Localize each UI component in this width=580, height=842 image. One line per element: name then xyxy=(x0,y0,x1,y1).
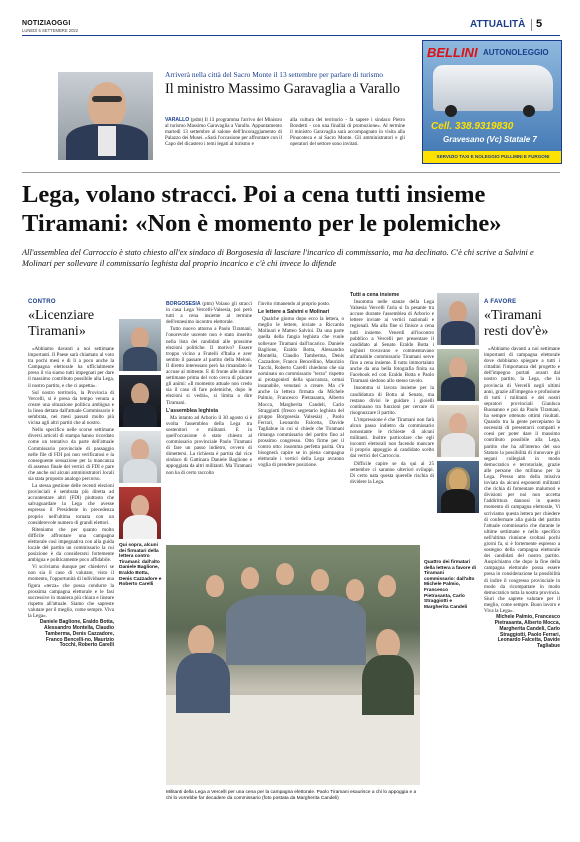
page-number: 5 xyxy=(536,18,543,30)
contro-par: Sul nostro territorio, la Provincia di Vercelli, si è presa da tempo venuta a creare una situazione politica ambigua e la linea dettata dall'attuale Commissario è sembrata, nei mesi passati molto più vicina agli altri partiti che al nostro. xyxy=(28,389,114,427)
contro-par: Nello specifico nelle scorse settimane diversi articoli di stampa hanno ricordato come un tentativo da parte dell'attuale Commissario provinciale di passaggio nelle file di FDI poi non verificatosi e la conseguente sensazione per la mancanza di assenso finale dei vertici di FDI e pare che anche sul alcuni amministratori locali sia stata proposto analogo percorso. xyxy=(28,427,114,482)
portrait-pietrasanta xyxy=(437,349,479,401)
subhead-cena: Tutti a cena insieme xyxy=(350,292,400,298)
contro-par: Vi scriviamo dunque per chiedervi se non sia il caso di valutare, visto il momento, l'opportunità di individuare una figura «terza» che possa condurre la prossima campagna elettorale e le fasi successive in maniera più chiara e lineare rispetto all'attuale. Siamo che sapreste valutare per il meglio, come sempre. Viva la Lega». xyxy=(28,564,114,620)
contro-par: «Abbiamo davanti a noi settimane importanti. Il Paese sarà chiamato al voto tra pochi mesi e di lì a poco anche la Campagna elettorale ha ufficialmente preso il via siamo tutti impegnati per dare il massimo contributo possibile alla Lega, il nostro partito, e che ci aspetta». xyxy=(28,346,114,389)
top-story-kicker: Arriverà nella città del Sacro Monte il 13 settembre per parlare di turismo xyxy=(165,70,383,79)
section-rule xyxy=(22,172,560,173)
top-story-col2: alla cultura del territorio - fa sapere i sindaco Pietro Bondetti - con una finalità di promozione». Al termine il ministro Garavaglia sarà accompagnato in visita alla Pinacoteca e al Sacro Monte. Gli amministratori e gli operatori del settore sono invitati. xyxy=(290,117,405,148)
portrait-palmio xyxy=(437,293,479,345)
portrait-carelli xyxy=(119,487,161,539)
favore-tag: A FAVORE xyxy=(484,299,517,305)
ad-phone: Cell. 338.9319830 xyxy=(431,121,514,132)
group-dinner-photo xyxy=(166,545,420,785)
contro-tag: CONTRO xyxy=(28,299,56,305)
contro-par: Riteniamo che per quanto molto difficile affrontare una campagna elettorale così impegnativa con alla guida locale del partito un commissario la cui posizione è da considerarsi fortemente ambigua e politicamente poco affidabile. xyxy=(28,526,114,564)
story-col3: Tutti a cena insieme Insomma nelle stanze della Lega Valsesia Vercelli l'aria si fa pesante tra accuse durante l'assemblea di Arborio e lettere inviate ai vertici nazionali e regionali. Ma alla fine si finisce a cena tutti insieme. Venerdì all'incontro pubblico a Vercelli per presentare il candidato al Senato Eraldo Botta i leghisti trovavano e commentavano all'amabile commissario Tiramani serve fino a cena insieme. Il tutto immortalato anche da una bella fotografia finita su Facebook ed con Eraldo Botta e Paolo Tiramani siedono allo stesso tavolo. Insomma si lavora insieme per la candidatura di Botta al Senato, ma restano divisi le guidare i gioielli continuano tra funzioni per cercare di risognuzzare il partito. L'impressione è che Tiramani non farà alcun passo indietro da commissario nonostante le richieste di alcuni militanti. Inoltre particolare che egli incontri elettorali non facendo mancare il proprio appoggio al candidato scelto dai vertici del Carroccio. Difficile capire se da qui al 25 settembre ci saranno ulteriori sviluppi. Di certo nata questa querelle rischia di dividere la Lega. xyxy=(350,292,434,485)
section-name: ATTUALITÀ xyxy=(470,19,526,30)
portrait-botta xyxy=(119,375,161,427)
contro-par: La stessa gestione delle recenti elezioni provinciali è sembrata più diretta ad accontentare altri (FDI) piuttosto che salvaguardare la Lega che avesse espresso il Presidente in precedenza proprio nell'ultima tornata con un considerevole numero di grandi elettori. xyxy=(28,483,114,526)
subhead-lettere: Le lettere a Salvini e Molinari xyxy=(258,309,330,316)
main-headline: Lega, volano stracci. Poi a cena tutti insieme Tiramani: «Non è momento per le polemiche» xyxy=(22,181,502,237)
section-divider xyxy=(531,19,532,31)
contro-signatories: Daniele Baglione, Eraldo Botta, Alessandro Montella, Claudio Tamberma, Denis Cazzadore, Franco Bencelli-no, Maurizio Tocchi, Roberto Carelli xyxy=(39,619,114,649)
contro-photo-caption: Qui sopra, alcuni dei firmatari della lettera contro Tiramani: dall'alto Daniele Baglione, Eraldo Botta, Denis Cazzadore e Roberto Carelli xyxy=(119,543,162,588)
contro-title: «Licenziare Tiramani» xyxy=(28,308,95,339)
favore-title: «Tiramani resti dov'è» xyxy=(484,308,549,339)
story-col1: BORGOSESIA (ptm) Volano gli stracci in casa Lega Vercelli-Valsesia, poi però tutti a cena insieme al termine dell'ennesimo incontro elettorale. Tutto nuovo attorno a Paolo Tiramani, l'onorevole uscente non è stato inserito nella lista dei candidati alle prossime elezioni politiche. Il motivo? Essere troppo vicino a Fratelli d'Italia e aver sentito il passare al partito della Meloni. Il diretto interessato però ha rimandato le accuse al mittente. E di fronte alle ultime settimane prima del voto cerca di placare gli animi: «Il momento attuale non credo sia il caso di fare polemiche, dopo le elezioni si vedrà», si limita a dire Tiramani. L'assemblea leghista Ma intanto ad Arborio il 30 agosto si è svolta l'assemblea della Lega tra sostenitori e militanti. E in quell'occasione è stato chiesto al commissario provinciale Paolo Tiramani di fare un passo indietro, ovvero di dimettersi. La richiesta è partita dal vice sindaco di Gattinara Daniele Baglione e appoggiata da altri militanti. Ma Tiramani non ha di certo raccolto xyxy=(166,301,252,476)
main-standfirst: All'assemblea del Carroccio è stato chiesto all'ex sindaco di Borgosesia di lasciare l'incarico di commissario, ma ha declinato. C'è chi scrive a Salvini e Molinari per sollevare il commissario leghista dal proprio incarico e c'è chi invece lo difende xyxy=(22,248,534,268)
favore-body xyxy=(484,346,560,798)
story-col2: l'invito rimanendo al proprio posto. Le lettere a Salvini e Molinari Qualche giorno dopo ecco la lettera, o meglio le lettere, inviate a Riccardo Molinari e Matteo Salvini. Da una parte quella della fangia leghista che vuole sollevare Tiramani dall'incarico. Daniele Baglione, Eraldo Botta, Alessandro Montella, Claudio Tamberma, Denis Cazzadore, Franco Bencellino, Maurizio Tacchi, Roberto Carelli chiedono che sia nominato un commissario "terzo" rispetto ai protagonisti della spaccatura, ormai insanabile, venutasi a creare. Ma c'è anche la lettera firmata da Michele Palmio, Francesco Pietrasanta, Alberto Mocca, Margherita Candeli, Carlo Straggiotti (fresco segretario leghista del gruppo Borgosesia Valsesia) , Paolo Ferrari, Leonardo Falcetta, Davide Tagliabue in cui si chiede che Tiramani rimanga commissario del partito fino al prossimo congresso. Otto firme per il contro otto: insomma perfetta parità. Ora bisognerà capire se in piena campagna elettorale i vertici della Lega avranno voglia di prendere posizione. xyxy=(258,301,344,469)
masthead-date: LUNEDÌ 5 SETTEMBRE 2022 xyxy=(22,28,79,33)
ad-brand: BELLINI xyxy=(427,45,478,60)
favore-par: «Abbiamo davanti a noi settimane importanti di campagna elettorale dove dobbiamo spiegare a tutti i cittadini l'importanza del progetto e dell'impegno portati avanti dal nostro partito, la Lega, che in provincia di Vercelli negli ultimi anni, grazie all'impegno e profusione di tutti i militanti e dei nostri sepratori provinciali Gianluca Buonanno e poi da Paolo Tiramani, ha sempre ottenuto ottimi risultati. Quando tra la gente percepiamo la necessità di presentarci compatti e coesi per poter dare il massimo contributo possibile alla Lega, partito che ha all'interno del suo Statuto la possibilità di riunovare gli segani collegiali in modo democratico e terrotoriale, grazie alle persone che militano per la Lega. Presso atto della missiva inviata da alcuni esponenti militanti che richia di fomentare malumori e divisioni per noi non accetta l'addirittura dannosi in questo momento di campagna elettorale, Vi scriviamo questa lettera per chiedere di confermare alla guida del partito l'attuale commissario che durante le ultime settimane e nello specifico nell'ultima riunione svoltasi pochi giorni fa, si è fortemente espresso a sostegno della campagna elettorale dei candidati del nostro partito. Auspichiamo che dopo la fine della campagna elettorale possa essere presa in considerazione la possibilità di indire il congresso provinciale in modo da ricompattare in modo democratico tutta la nostra provincia. Siuri che saprete valutare per il meglio, come sempre. Buon lavoro e Viva la Lega». xyxy=(484,346,560,615)
portrait-straggiotti xyxy=(437,405,479,457)
portrait-baglione xyxy=(119,319,161,371)
ad-box[interactable] xyxy=(422,40,562,164)
portrait-cazzadore xyxy=(119,431,161,483)
favore-photo-caption: Quattro dei firmatari della lettera a favore di Tiramani commissario: dall'alto Michele Palmio, Francesco Pietrasanta, Carlo Straggiotti e Margherita Candeli xyxy=(424,560,476,610)
ad-address: Gravesano (Vc) Statale 7 xyxy=(443,135,537,144)
top-story-headline: Il ministro Massimo Garavaglia a Varallo xyxy=(165,81,400,97)
garavaglia-photo xyxy=(58,72,153,160)
ad-tagline: AUTONOLEGGIO xyxy=(483,48,549,57)
masthead-rule xyxy=(22,35,560,36)
group-photo-caption: Militanti della Lega a Vercelli per una cena per la campagna elettorale. Paolo Tiramani esaurisce a chi lo appoggia e a chi lo vorrebbe far decadere da commissario (foto postata da Margherita Candeli) xyxy=(166,790,417,801)
top-story-col1: VARALLO (pdm) Il 13 programma l'arrivo del Ministro al turismo Massimo Garavaglia a Varallo. Appuntamento martedì 13 settembre al salone dell'Incoraggiamento di Palazzo dei Musei. «Sarà l'occasione per affrontare con il Capo del dicastero i temi legati al turismo e xyxy=(165,117,282,148)
portrait-candeli xyxy=(437,461,479,513)
ad-services: SERVIZIO TAXI E NOLEGGIO PULLMINI E FURGONI xyxy=(423,151,562,164)
subhead-assemblea: L'assemblea leghista xyxy=(166,407,218,414)
favore-signatories: Michele Palmio, Francesco Pietrasanta, Alberto Mocca, Margherita Candeli, Carlo Straggiotti, Paolo Ferrari, Leonardo Falcetta, Davide Tagliabue xyxy=(494,614,560,650)
contro-body xyxy=(28,346,114,798)
masthead-logo: NOTIZIAOGGI xyxy=(22,20,71,27)
